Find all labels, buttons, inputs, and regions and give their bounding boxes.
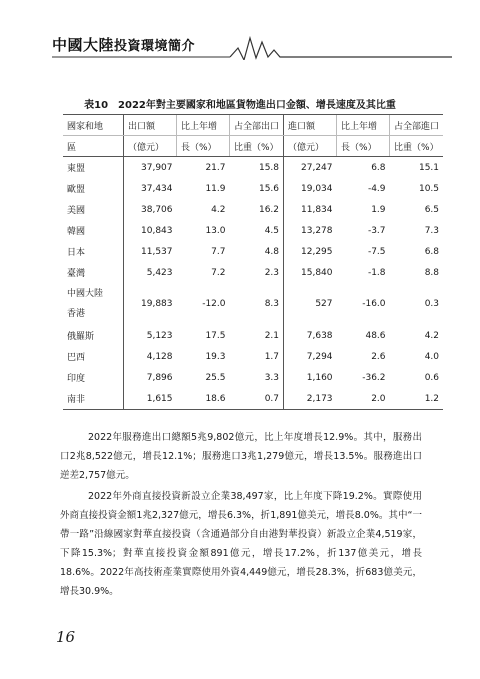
table-row xyxy=(63,241,443,262)
header-cell: 比上年增 xyxy=(177,115,230,136)
table-row xyxy=(63,157,443,179)
table-row xyxy=(63,262,443,283)
import-growth-cell: -36.2 xyxy=(362,372,386,383)
import-share-cell: 0.6 xyxy=(424,372,440,383)
table-row xyxy=(63,283,443,325)
import-cell: 27,247 xyxy=(284,157,337,179)
country-name-line2: 香港 xyxy=(67,309,86,319)
trade-table xyxy=(63,114,443,410)
export-cell: 37,907 xyxy=(124,157,177,179)
import-share-cell: 6.8 xyxy=(424,246,440,257)
import-share-cell: 10.5 xyxy=(418,183,440,194)
header-cell: 占全部進口 xyxy=(390,115,444,136)
import-cell: 15,840 xyxy=(284,262,337,283)
paragraph-services-trade xyxy=(60,428,422,485)
export-cell: 5,123 xyxy=(124,325,177,346)
header-cell: 出口額 xyxy=(124,115,177,136)
import-growth-cell: -3.7 xyxy=(367,225,386,236)
header-cell: 區 xyxy=(63,136,124,157)
country-cell: 歐盟 xyxy=(67,185,86,195)
header-title xyxy=(52,34,195,55)
export-share-cell: 4.5 xyxy=(264,225,280,236)
import-growth-cell: 48.6 xyxy=(365,330,386,341)
import-share-cell: 6.5 xyxy=(424,204,440,215)
table-row xyxy=(63,220,443,241)
import-cell: 2,173 xyxy=(284,388,337,410)
paragraph-text: 2022年外商直接投資新設立企業38,497家，比上年度下降19.2%。實際使用外商直接投資金額1兆2,327億元，增長6.3%，折1,891億美元，增長8.0%。其中“一帶一路”沿線國家對華直接投資（含通過部分自由港對華投資）新設立企業4,519家，下降15.3%；對華直接投資金額891億元，增長17.2%，折137億美元，增長18.6%。2022年高技術產業實際使用外資4,449億元，增長28.3%，折683億美元，增長30.9%。 xyxy=(60,491,422,597)
export-cell: 7,896 xyxy=(124,367,177,388)
header-cell: 長（%） xyxy=(177,136,230,157)
paragraph-text: 2022年服務進出口總額5兆9,802億元，比上年度增長12.9%。其中，服務出口2兆8,522億元，增長12.1%；服務進口3兆1,279億元，增長13.5%。服務進出口逆差2,757億元。 xyxy=(60,432,422,481)
export-cell: 10,843 xyxy=(124,220,177,241)
header-title-small: 投資環境簡介 xyxy=(114,39,196,54)
export-growth-cell: 13.0 xyxy=(205,225,226,236)
header-cell: 比上年增 xyxy=(337,115,390,136)
import-growth-cell: 6.8 xyxy=(371,162,386,173)
import-cell: 11,834 xyxy=(284,199,337,220)
import-cell: 7,294 xyxy=(284,346,337,367)
export-share-cell: 15.6 xyxy=(258,183,280,194)
country-name-line1: 中國大陸 xyxy=(67,289,104,299)
export-share-cell: 16.2 xyxy=(258,204,280,215)
export-cell: 11,537 xyxy=(124,241,177,262)
header-title-large: 中國大陸 xyxy=(52,36,115,54)
import-share-cell: 15.1 xyxy=(418,162,440,173)
export-share-cell: 2.3 xyxy=(264,267,280,278)
export-cell: 38,706 xyxy=(124,199,177,220)
country-cell: 南非 xyxy=(63,388,124,410)
header-cell: 國家和地 xyxy=(63,115,124,136)
country-cell xyxy=(63,283,124,325)
header-cell: 進口額 xyxy=(284,115,337,136)
import-share-cell: 4.2 xyxy=(424,330,440,341)
export-share-cell: 1.7 xyxy=(264,351,280,362)
export-growth-cell: 11.9 xyxy=(205,183,226,194)
page-header xyxy=(52,30,452,60)
header-cell: （億元） xyxy=(284,136,337,157)
export-growth-cell: 18.6 xyxy=(177,388,230,410)
import-cell: 7,638 xyxy=(284,325,337,346)
table-caption: 表10 2022年對主要國家和地區貨物進出口金額、增長速度及其比重 xyxy=(84,100,396,111)
header-cell: 比重（%） xyxy=(390,136,444,157)
table-header-row xyxy=(63,136,443,157)
export-share-cell: 8.3 xyxy=(264,299,280,309)
export-share-cell: 15.8 xyxy=(258,162,280,173)
table-row xyxy=(63,367,443,388)
export-share-cell: 3.3 xyxy=(264,372,280,383)
export-share-cell: 0.7 xyxy=(230,388,284,410)
export-share-cell: 4.8 xyxy=(264,246,280,257)
import-growth-cell: 2.6 xyxy=(371,351,386,362)
country-cell: 日本 xyxy=(67,248,86,258)
header-cell: 長（%） xyxy=(337,136,390,157)
import-share-cell: 0.3 xyxy=(424,299,440,309)
import-growth-cell: 2.0 xyxy=(337,388,390,410)
export-cell: 19,883 xyxy=(124,283,177,325)
header-cell: 比重（%） xyxy=(230,136,284,157)
table-row xyxy=(63,199,443,220)
export-growth-cell: 4.2 xyxy=(211,204,226,215)
table-row xyxy=(63,325,443,346)
header-cell: 占全部出口 xyxy=(230,115,284,136)
table-row xyxy=(63,388,443,410)
import-share-cell: 8.8 xyxy=(424,267,440,278)
country-cell: 巴西 xyxy=(67,353,86,363)
import-growth-cell: 1.9 xyxy=(371,204,386,215)
import-share-cell: 7.3 xyxy=(424,225,440,236)
export-growth-cell: 7.2 xyxy=(211,267,226,278)
import-cell: 527 xyxy=(284,283,337,325)
table-row xyxy=(63,178,443,199)
import-growth-cell: -1.8 xyxy=(367,267,386,278)
country-cell: 印度 xyxy=(67,374,86,384)
import-share-cell: 1.2 xyxy=(390,388,444,410)
import-cell: 12,295 xyxy=(284,241,337,262)
import-cell: 19,034 xyxy=(284,178,337,199)
export-growth-cell: -12.0 xyxy=(202,299,226,309)
country-cell: 東盟 xyxy=(67,164,86,174)
export-cell: 5,423 xyxy=(124,262,177,283)
table-header-row xyxy=(63,115,443,136)
export-cell: 37,434 xyxy=(124,178,177,199)
header-cell: （億元） xyxy=(124,136,177,157)
import-share-cell: 4.0 xyxy=(424,351,440,362)
country-cell: 俄羅斯 xyxy=(67,332,95,342)
country-cell: 美國 xyxy=(67,206,86,216)
country-cell: 臺灣 xyxy=(67,269,86,279)
country-cell: 韓國 xyxy=(67,227,86,237)
import-growth-cell: -7.5 xyxy=(367,246,386,257)
export-growth-cell: 25.5 xyxy=(205,372,226,383)
export-growth-cell: 7.7 xyxy=(211,246,226,257)
export-growth-cell: 19.3 xyxy=(205,351,226,362)
export-cell: 4,128 xyxy=(124,346,177,367)
paragraph-foreign-investment xyxy=(60,487,422,601)
import-cell: 13,278 xyxy=(284,220,337,241)
page-number: 16 xyxy=(56,628,76,646)
import-growth-cell: -16.0 xyxy=(362,299,386,309)
export-share-cell: 2.1 xyxy=(264,330,280,341)
import-growth-cell: -4.9 xyxy=(367,183,386,194)
export-cell: 1,615 xyxy=(124,388,177,410)
export-growth-cell: 21.7 xyxy=(205,162,226,173)
table-row xyxy=(63,346,443,367)
export-growth-cell: 17.5 xyxy=(205,330,226,341)
import-cell: 1,160 xyxy=(284,367,337,388)
